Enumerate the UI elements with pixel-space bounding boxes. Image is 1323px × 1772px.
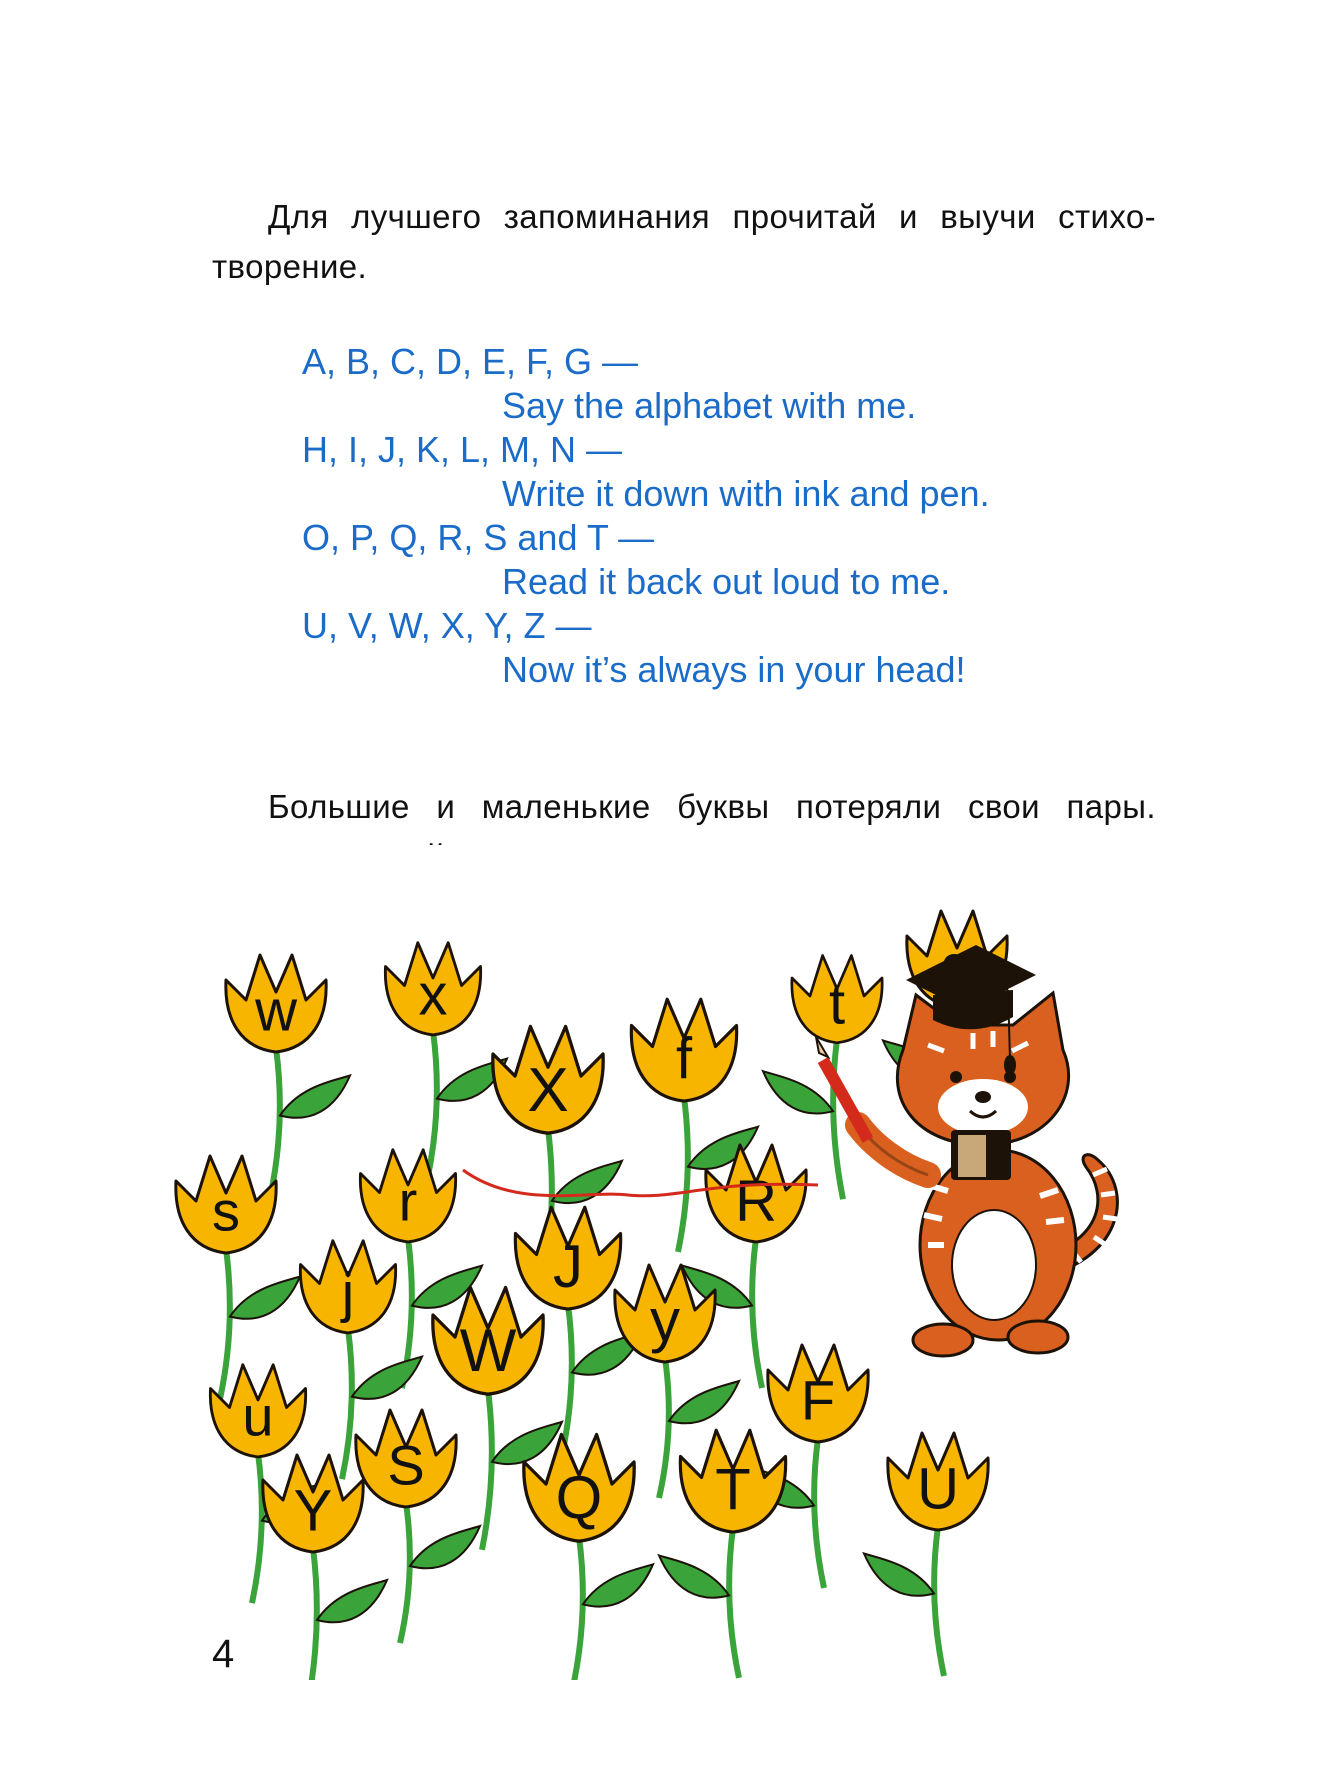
flower-letter-7: r [398, 1169, 418, 1233]
tulip-flower-lower-r[interactable] [360, 1150, 455, 1242]
flower-letter-19: Y [293, 1478, 333, 1544]
tulip-flower-upper-s[interactable] [356, 1410, 456, 1507]
poem-line-5: O, P, Q, R, S and T — [302, 517, 655, 558]
tulip-flower-upper-f[interactable] [768, 1345, 868, 1442]
flower-letter-15: S [387, 1433, 425, 1497]
tulip-stem-6 [220, 1249, 300, 1399]
poem-line-6: Read it back out loud to me. [502, 561, 951, 602]
intro-line-1: Для лучшего запоминания прочитай и выучи стихо- [268, 198, 1156, 235]
poem-line-7: U, V, W, X, Y, Z — [302, 605, 592, 646]
flower-letter-14: F [800, 1368, 836, 1432]
flower-letter-10: J [553, 1233, 583, 1301]
poem-line-4: Write it down with ink and pen. [502, 473, 990, 514]
tulip-stem-16 [573, 1537, 653, 1680]
tulip-stem-18 [864, 1526, 944, 1676]
flowers-layer [176, 911, 1007, 1552]
flower-letter-1: x [418, 962, 448, 1028]
flower-letter-9: j [341, 1260, 355, 1324]
tulip-stem-0 [270, 1048, 350, 1198]
cat-belly [952, 1210, 1036, 1320]
tulip-flower-upper-j[interactable] [515, 1207, 620, 1309]
flower-letter-8: R [735, 1168, 777, 1234]
flower-letter-6: s [212, 1179, 240, 1243]
poem-line-2: Say the alphabet with me. [502, 385, 917, 426]
alphabet-poem [0, 0, 1323, 720]
flower-letter-12: y [650, 1287, 680, 1354]
poem-line-8: Now it’s always in your head! [502, 649, 966, 690]
tulip-flower-lower-x[interactable] [385, 943, 480, 1035]
intro-line-2: творение. [212, 248, 368, 285]
tulip-flower-lower-w[interactable] [226, 955, 326, 1052]
flower-letter-18: U [917, 1456, 959, 1522]
task-line-1: Большие и маленькие буквы потеряли свои пары. [268, 788, 1156, 825]
flower-letter-17: T [715, 1458, 751, 1523]
tulip-flower-upper-x[interactable] [493, 1027, 603, 1134]
tulip-stem-15 [400, 1503, 480, 1643]
flower-letter-4: t [828, 971, 846, 1037]
poem-line-1: A, B, C, D, E, F, G — [302, 341, 639, 382]
tulip-flower-lower-j[interactable] [300, 1241, 395, 1333]
page-number: 4 [212, 1632, 235, 1676]
tulip-flower-lower-f[interactable] [631, 999, 736, 1101]
flower-letter-0: w [255, 978, 297, 1044]
tulip-flower-upper-t[interactable] [680, 1430, 785, 1532]
flower-letter-2: X [527, 1055, 569, 1125]
red-pencil [816, 1037, 868, 1140]
flower-letter-13: u [242, 1384, 274, 1448]
tulip-field [168, 845, 1238, 1680]
flower-letter-11: W [459, 1317, 517, 1385]
flower-letter-16: Q [555, 1464, 603, 1532]
tulip-stem-19 [307, 1548, 387, 1680]
tulip-stem-17 [659, 1528, 739, 1678]
tulip-flower-lower-s[interactable] [176, 1156, 276, 1253]
poem-line-3: H, I, J, K, L, M, N — [302, 429, 623, 470]
flower-letter-3: f [675, 1027, 693, 1092]
tulip-flower-upper-u[interactable] [888, 1433, 988, 1530]
tulip-flower-upper-y[interactable] [263, 1455, 363, 1552]
letter-matching-illustration [168, 845, 1238, 1680]
tulip-flower-lower-t[interactable] [792, 956, 882, 1043]
tulip-stem-1 [427, 1031, 507, 1181]
